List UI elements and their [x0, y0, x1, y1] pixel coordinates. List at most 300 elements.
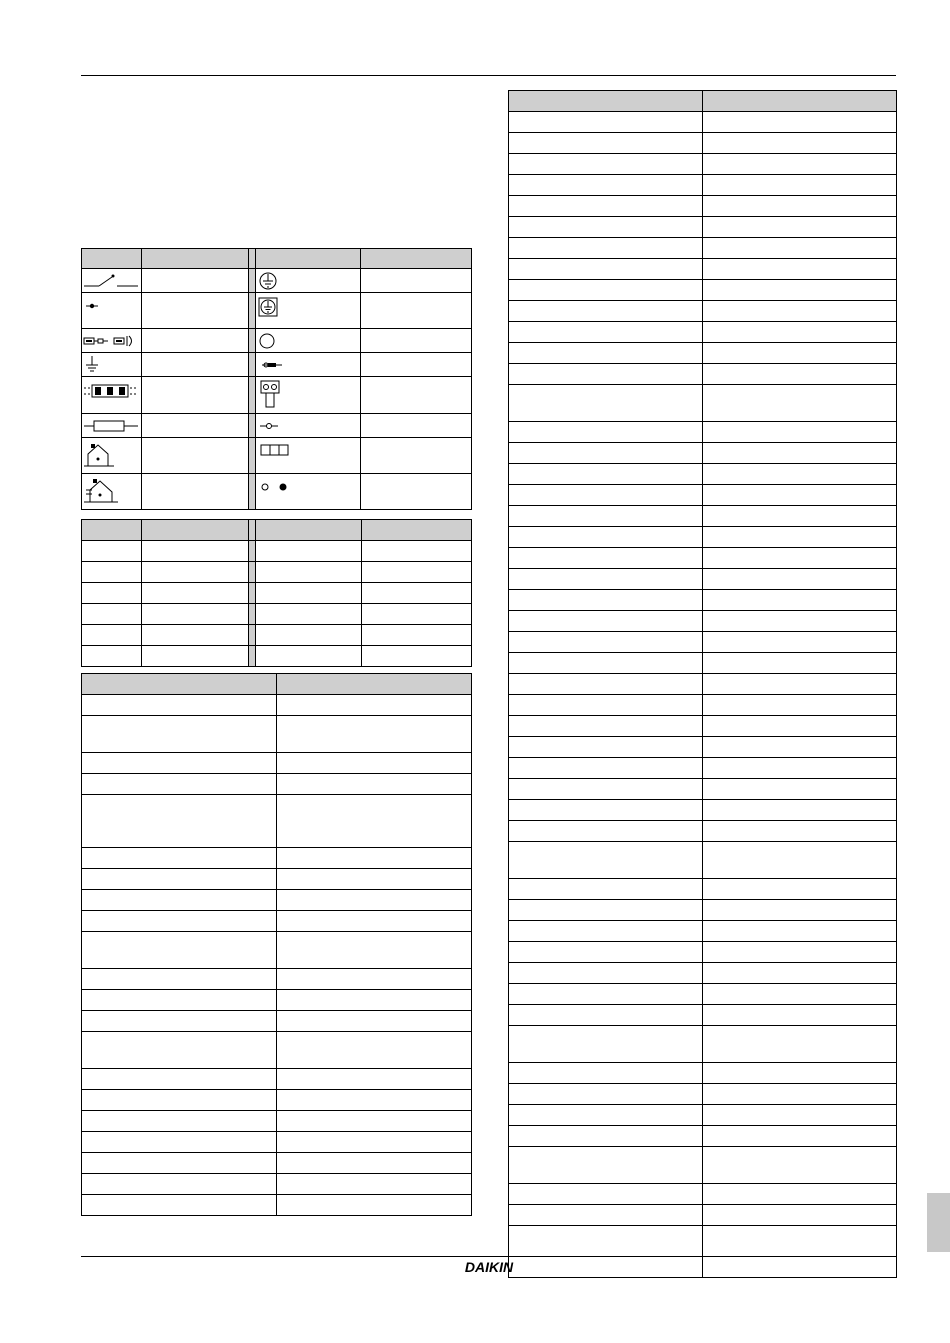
symbol-desc-cell	[361, 293, 472, 329]
table-row	[509, 879, 897, 900]
table-cell	[256, 604, 362, 625]
table-cell	[82, 646, 142, 667]
table-cell	[509, 821, 703, 842]
table-cell	[82, 774, 277, 795]
connector-icon	[82, 330, 140, 352]
table-cell	[509, 758, 703, 779]
symbol-cell	[82, 329, 142, 353]
table-cell	[509, 422, 703, 443]
switch-icon	[82, 270, 140, 292]
table-row	[509, 1063, 897, 1084]
symbol-desc-cell	[142, 414, 249, 438]
table-cell	[362, 604, 472, 625]
table-cell	[703, 1226, 897, 1278]
table-row	[82, 795, 472, 848]
table-cell	[509, 779, 703, 800]
wire-end-icon	[256, 354, 286, 376]
table-row	[509, 217, 897, 238]
legend-header-cell	[82, 674, 277, 695]
table-cell	[509, 800, 703, 821]
terminal-strip-icon	[256, 441, 296, 471]
colour-table	[81, 519, 472, 667]
table-cell	[703, 217, 897, 238]
table-cell	[703, 112, 897, 133]
symbol-desc-cell	[361, 329, 472, 353]
table-cell	[142, 604, 249, 625]
symbol-desc-cell	[361, 474, 472, 510]
symbol-cell	[82, 414, 142, 438]
table-row	[509, 590, 897, 611]
table-cell	[509, 301, 703, 322]
table-cell	[82, 583, 142, 604]
table-cell	[703, 842, 897, 879]
symbol-table-separator	[249, 414, 256, 438]
table-cell	[362, 541, 472, 562]
table-row	[509, 737, 897, 758]
symbol-table-separator	[249, 269, 256, 293]
table-cell	[509, 632, 703, 653]
table-cell	[703, 879, 897, 900]
table-row	[82, 716, 472, 753]
table-row	[509, 1005, 897, 1026]
table-cell	[703, 175, 897, 196]
table-cell	[703, 984, 897, 1005]
legend-header-cell	[277, 674, 472, 695]
table-cell	[362, 583, 472, 604]
symbol-desc-cell	[361, 377, 472, 414]
symbol-table-separator	[249, 438, 256, 474]
table-row	[509, 716, 897, 737]
table-cell	[509, 196, 703, 217]
terminal-icon	[256, 330, 286, 352]
table-cell	[256, 625, 362, 646]
table-row	[82, 377, 472, 414]
legend-header-cell	[703, 91, 897, 112]
connection-icon	[82, 296, 140, 326]
table-cell	[509, 322, 703, 343]
table-cell	[82, 869, 277, 890]
symbol-desc-cell	[142, 353, 249, 377]
table-row	[82, 1032, 472, 1069]
colour-table-header-cell	[142, 520, 249, 541]
table-cell	[362, 562, 472, 583]
table-cell	[703, 779, 897, 800]
symbol-cell	[82, 474, 142, 510]
symbol-cell	[256, 474, 361, 510]
colour-table-header-cell	[362, 520, 472, 541]
table-cell	[277, 1174, 472, 1195]
table-cell	[277, 969, 472, 990]
table-cell	[703, 343, 897, 364]
symbol-desc-cell	[361, 353, 472, 377]
table-cell	[82, 795, 277, 848]
table-cell	[509, 737, 703, 758]
table-cell	[277, 1011, 472, 1032]
table-row	[82, 414, 472, 438]
field-wiring-icon	[256, 415, 286, 437]
table-cell	[703, 590, 897, 611]
terminal-strip-connector-icon	[256, 379, 286, 411]
legend-table-right	[508, 90, 897, 1278]
table-row	[82, 1069, 472, 1090]
table-row	[82, 869, 472, 890]
symbol-cell	[256, 353, 361, 377]
table-cell	[703, 695, 897, 716]
table-row	[509, 443, 897, 464]
table-cell	[277, 1090, 472, 1111]
table-row	[82, 932, 472, 969]
protective-earth-icon	[256, 270, 286, 292]
table-row	[82, 438, 472, 474]
table-cell	[82, 1032, 277, 1069]
table-row	[509, 301, 897, 322]
symbol-desc-cell	[361, 414, 472, 438]
table-row	[509, 632, 897, 653]
table-row	[82, 1174, 472, 1195]
table-cell	[82, 695, 277, 716]
table-row	[509, 1226, 897, 1278]
table-row	[509, 758, 897, 779]
table-cell	[142, 646, 249, 667]
table-row	[509, 175, 897, 196]
table-cell	[509, 984, 703, 1005]
table-cell	[509, 1105, 703, 1126]
colour-table-header-cell	[82, 520, 142, 541]
table-cell	[277, 774, 472, 795]
legend-table-left	[81, 673, 472, 1216]
table-cell	[703, 385, 897, 422]
table-cell	[703, 506, 897, 527]
table-row	[509, 133, 897, 154]
table-cell	[82, 604, 142, 625]
symbol-cell	[82, 377, 142, 414]
symbol-table-header-cell	[142, 249, 249, 269]
symbol-cell	[82, 269, 142, 293]
symbol-desc-cell	[142, 269, 249, 293]
table-cell	[256, 646, 362, 667]
symbol-cell	[256, 269, 361, 293]
table-cell	[277, 848, 472, 869]
table-cell	[703, 821, 897, 842]
table-cell	[362, 625, 472, 646]
table-row	[509, 1126, 897, 1147]
table-cell	[703, 322, 897, 343]
table-cell	[509, 154, 703, 175]
table-row	[509, 1026, 897, 1063]
table-row	[509, 322, 897, 343]
daikin-logo	[457, 1258, 521, 1276]
table-cell	[509, 900, 703, 921]
table-cell	[509, 1147, 703, 1184]
table-cell	[703, 280, 897, 301]
table-cell	[509, 385, 703, 422]
table-cell	[277, 1111, 472, 1132]
table-row	[82, 625, 472, 646]
table-cell	[277, 869, 472, 890]
table-cell	[277, 932, 472, 969]
table-row	[82, 1111, 472, 1132]
table-cell	[703, 154, 897, 175]
table-cell	[277, 911, 472, 932]
table-row	[82, 541, 472, 562]
table-row	[82, 474, 472, 510]
symbol-cell	[82, 438, 142, 474]
table-cell	[82, 541, 142, 562]
table-row	[509, 1105, 897, 1126]
table-cell	[277, 1069, 472, 1090]
table-cell	[703, 259, 897, 280]
chapter-tab	[927, 1193, 950, 1252]
table-row	[509, 527, 897, 548]
outdoor-unit-icon	[82, 477, 140, 507]
table-cell	[509, 879, 703, 900]
table-cell	[82, 969, 277, 990]
table-cell	[82, 848, 277, 869]
table-cell	[277, 695, 472, 716]
table-cell	[509, 963, 703, 984]
table-cell	[509, 1205, 703, 1226]
table-cell	[509, 1184, 703, 1205]
symbol-desc-cell	[142, 293, 249, 329]
table-cell	[509, 175, 703, 196]
table-row	[509, 900, 897, 921]
table-row	[509, 1147, 897, 1184]
table-cell	[703, 1084, 897, 1105]
symbol-cell	[256, 377, 361, 414]
table-cell	[703, 196, 897, 217]
table-row	[82, 1011, 472, 1032]
table-cell	[703, 737, 897, 758]
table-row	[82, 1153, 472, 1174]
table-cell	[509, 1063, 703, 1084]
table-cell	[82, 1195, 277, 1216]
table-cell	[509, 674, 703, 695]
table-cell	[703, 569, 897, 590]
table-cell	[277, 990, 472, 1011]
table-cell	[703, 653, 897, 674]
table-cell	[509, 506, 703, 527]
table-cell	[82, 1174, 277, 1195]
table-row	[509, 1184, 897, 1205]
table-cell	[142, 541, 249, 562]
table-cell	[82, 1090, 277, 1111]
noiseless-earth-icon	[256, 296, 286, 326]
table-row	[509, 821, 897, 842]
table-row	[509, 485, 897, 506]
table-cell	[82, 562, 142, 583]
table-row	[509, 343, 897, 364]
table-cell	[142, 625, 249, 646]
table-row	[82, 990, 472, 1011]
table-separator	[249, 541, 256, 562]
header-rule	[81, 75, 896, 76]
table-row	[509, 1205, 897, 1226]
table-cell	[703, 443, 897, 464]
table-cell	[277, 1032, 472, 1069]
symbol-table-separator	[249, 377, 256, 414]
symbol-table-separator	[249, 329, 256, 353]
table-cell	[277, 890, 472, 911]
footer-rule	[81, 1256, 896, 1257]
table-cell	[509, 217, 703, 238]
table-row	[82, 583, 472, 604]
table-row	[82, 269, 472, 293]
table-cell	[509, 1126, 703, 1147]
table-cell	[277, 753, 472, 774]
table-separator	[249, 562, 256, 583]
table-row	[509, 548, 897, 569]
table-cell	[703, 611, 897, 632]
wire-clamp-terminal-icon	[256, 477, 296, 507]
table-row	[82, 911, 472, 932]
table-row	[509, 238, 897, 259]
table-cell	[509, 259, 703, 280]
table-cell	[256, 562, 362, 583]
table-cell	[82, 932, 277, 969]
table-cell	[509, 942, 703, 963]
table-cell	[142, 583, 249, 604]
table-cell	[509, 842, 703, 879]
table-cell	[703, 716, 897, 737]
symbol-table-header-cell	[256, 249, 361, 269]
table-row	[509, 154, 897, 175]
table-cell	[277, 716, 472, 753]
table-cell	[703, 527, 897, 548]
table-row	[509, 674, 897, 695]
table-row	[82, 695, 472, 716]
table-cell	[703, 1147, 897, 1184]
table-cell	[82, 716, 277, 753]
table-cell	[509, 133, 703, 154]
table-row	[509, 842, 897, 879]
symbol-cell	[256, 438, 361, 474]
symbol-desc-cell	[361, 269, 472, 293]
table-cell	[703, 301, 897, 322]
symbol-desc-cell	[142, 438, 249, 474]
table-cell	[82, 890, 277, 911]
table-row	[82, 848, 472, 869]
table-cell	[703, 1184, 897, 1205]
table-cell	[277, 1195, 472, 1216]
table-separator	[249, 646, 256, 667]
table-row	[509, 385, 897, 422]
table-row	[509, 695, 897, 716]
table-row	[82, 293, 472, 329]
table-row	[82, 753, 472, 774]
table-row	[509, 112, 897, 133]
table-cell	[509, 611, 703, 632]
symbol-table-separator	[249, 474, 256, 510]
table-cell	[82, 1111, 277, 1132]
table-cell	[703, 942, 897, 963]
table-cell	[703, 674, 897, 695]
table-cell	[509, 343, 703, 364]
symbol-desc-cell	[142, 329, 249, 353]
table-cell	[256, 541, 362, 562]
table-row	[82, 646, 472, 667]
table-cell	[509, 653, 703, 674]
table-cell	[82, 753, 277, 774]
table-cell	[509, 485, 703, 506]
legend-header-cell	[509, 91, 703, 112]
table-cell	[277, 1132, 472, 1153]
symbol-desc-cell	[142, 377, 249, 414]
table-row	[82, 1132, 472, 1153]
table-cell	[82, 990, 277, 1011]
table-cell	[82, 1011, 277, 1032]
table-row	[82, 890, 472, 911]
table-cell	[703, 1005, 897, 1026]
table-cell	[703, 485, 897, 506]
table-row	[509, 422, 897, 443]
table-row	[509, 1084, 897, 1105]
table-row	[509, 921, 897, 942]
table-cell	[277, 795, 472, 848]
table-row	[509, 506, 897, 527]
table-row	[509, 984, 897, 1005]
table-cell	[82, 1153, 277, 1174]
table-cell	[509, 921, 703, 942]
table-cell	[362, 646, 472, 667]
table-row	[82, 353, 472, 377]
table-row	[509, 464, 897, 485]
table-row	[82, 1090, 472, 1111]
table-cell	[509, 590, 703, 611]
table-row	[509, 196, 897, 217]
indoor-unit-icon	[82, 441, 140, 471]
wire-clamp-icon	[82, 380, 140, 410]
table-row	[82, 969, 472, 990]
table-row	[509, 280, 897, 301]
table-cell	[277, 1153, 472, 1174]
table-cell	[509, 527, 703, 548]
symbol-table-header-cell	[361, 249, 472, 269]
table-row	[82, 329, 472, 353]
table-cell	[703, 1205, 897, 1226]
table-row	[82, 774, 472, 795]
symbol-table-separator	[249, 293, 256, 329]
table-row	[509, 653, 897, 674]
table-cell	[82, 1069, 277, 1090]
table-cell	[703, 1126, 897, 1147]
fuse-icon	[82, 415, 140, 437]
table-cell	[509, 280, 703, 301]
table-cell	[703, 1063, 897, 1084]
symbol-table-separator	[249, 249, 256, 269]
colour-table-header-cell	[256, 520, 362, 541]
table-cell	[509, 464, 703, 485]
table-cell	[509, 569, 703, 590]
table-cell	[703, 632, 897, 653]
table-row	[509, 569, 897, 590]
table-row	[509, 364, 897, 385]
table-cell	[509, 1026, 703, 1063]
symbol-table	[81, 248, 472, 510]
svg-text:DAIKIN: DAIKIN	[464, 1259, 514, 1275]
table-row	[509, 611, 897, 632]
symbol-cell	[256, 293, 361, 329]
table-cell	[703, 133, 897, 154]
table-row	[509, 779, 897, 800]
symbol-cell	[82, 293, 142, 329]
table-cell	[703, 921, 897, 942]
table-cell	[509, 364, 703, 385]
symbol-table-separator	[249, 353, 256, 377]
table-cell	[703, 548, 897, 569]
table-separator	[249, 604, 256, 625]
colour-table-separator	[249, 520, 256, 541]
table-cell	[142, 562, 249, 583]
